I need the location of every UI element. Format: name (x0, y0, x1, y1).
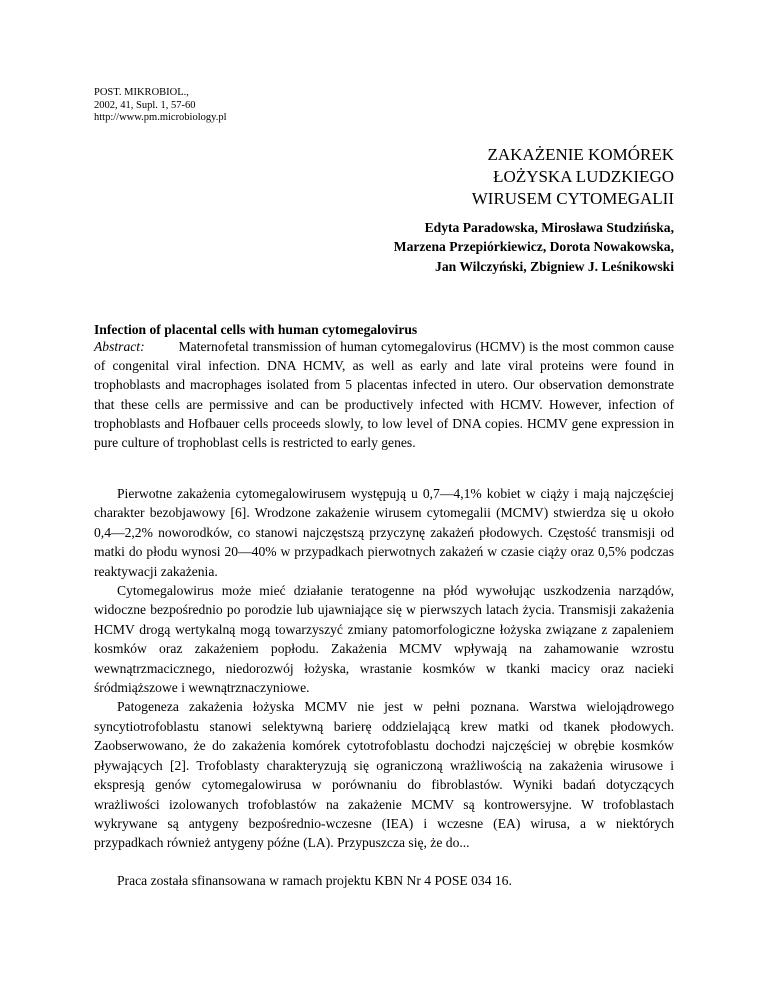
abstract-label: Abstract: (94, 339, 145, 354)
body-paragraph: Cytomegalowirus może mieć działanie teratogenne na płód wywołując uszkodzenia narządów, widoczne bezpośrednio po porodzie lub ujawniające się w pierwszych latach życia. Transmisji zakażenia HCMV drogą wertykalną mogą towarzyszyć zmiany patomorfologiczne łożyska związane z zapaleniem kosmków oraz zakażeniem popłodu. Zakażenia MCMV wpływają na zahamowanie wzrostu wewnątrzmacicznego, niedorozwój łożyska, wrastanie kosmków w tkanki macicy oraz nacieki śródmiąższowe i wewnątrznaczyniowe. (94, 583, 674, 696)
body-paragraph: Pierwotne zakażenia cytomegalowirusem występują u 0,7—4,1% kobiet w ciąży i mają najczęściej charakter bezobjawowy [6]. Wrodzone zakażenie wirusem cytomegalii (MCMV) stwierdza się u około 0,4—2,2% noworodków, co stanowi najczęstszą przyczynę zakażeń płodowych. Częstość transmisji od matki do płodu wynosi 20—40% w przypadkach pierwotnych zakażeń w czasie ciąży oraz 0,5% podczas reaktywacji zakażenia. (94, 486, 674, 579)
journal-url: http://www.pm.microbiology.pl (94, 112, 227, 124)
abstract (94, 337, 674, 452)
author-line: Marzena Przepiórkiewicz, Dorota Nowakowska, (393, 239, 674, 255)
title-line: WIRUSEM CYTOMEGALII (471, 189, 674, 208)
author-line: Jan Wilczyński, Zbigniew J. Leśnikowski (435, 258, 674, 274)
journal-citation: 2002, 41, Supl. 1, 57-60 (94, 99, 196, 111)
article-title (294, 144, 674, 210)
journal-name: POST. MIKROBIOL., (94, 87, 189, 98)
article-body (94, 484, 674, 853)
author-line: Edyta Paradowska, Mirosława Studzińska, (424, 220, 674, 235)
body-paragraph: Patogeneza zakażenia łożyska MCMV nie jest w pełni poznana. Warstwa wielojądrowego syncytiotrofoblastu stanowi selektywną barierę oddzielającą krew matki od tkanek płodowych. Zaobserwowano, że do zakażenia komórek cytotrofoblastu dochodzi najczęściej w obrębie kosmków pływających [2]. Trofoblasty charakteryzują się ograniczoną wrażliwością na zakażenia wirusowe i ekspresją genów cytomegalowirusa w porównaniu do fibroblastów. Wyniki badań dotyczących wrażliwości izolowanych trofoblastów na zakażenie MCMV są kontrowersyjne. W trofoblastach wykrywane są antygeny bezpośrednio-wczesne (IEA) i wczesne (EA) wirusa, a w niektórych przypadkach również antygeny późne (LA). Przypuszcza się, że do... (94, 699, 674, 851)
funding-note: Praca została sfinansowana w ramach projektu KBN Nr 4 POSE 034 16. (117, 873, 512, 888)
journal-header (94, 87, 394, 125)
title-line: ŁOŻYSKA LUDZKIEGO (493, 167, 674, 186)
abstract-text: Maternofetal transmission of human cytomegalovirus (HCMV) is the most common cause of congenital viral infection. DNA HCMV, as well as early and late viral proteins were found in trophoblasts and macrophages isolated from 5 placentas infected in utero. Our observation demonstrate that these cells are permissive and can be productively infected with HCMV. However, infection of trophoblasts and Hofbauer cells proceeds slowly, to low level of DNA copies. HCMV gene expression in pure culture of trophoblast cells is restricted to early genes. (94, 339, 674, 451)
title-line: ZAKAŻENIE KOMÓREK (487, 145, 674, 164)
author-list (254, 218, 674, 276)
english-title: Infection of placental cells with human cytomegalovirus (94, 322, 418, 337)
